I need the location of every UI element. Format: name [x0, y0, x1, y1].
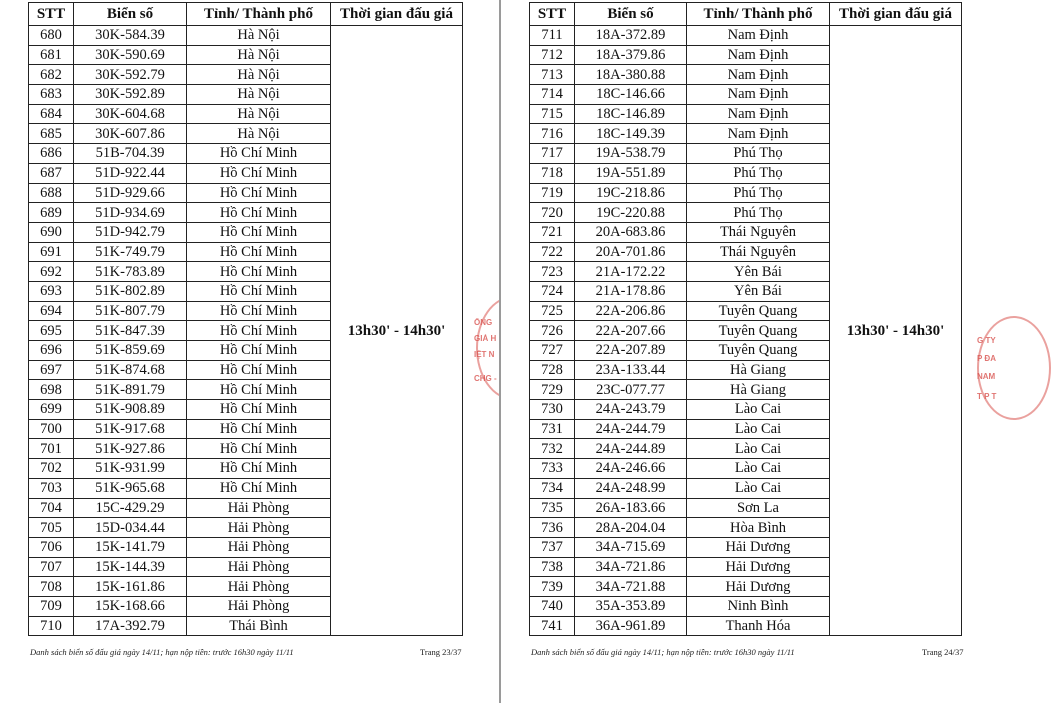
cell-province: Hồ Chí Minh — [187, 203, 331, 223]
cell-plate: 18A-379.86 — [575, 45, 687, 65]
cell-province: Hồ Chí Minh — [187, 400, 331, 420]
cell-stt: 721 — [530, 222, 575, 242]
cell-province: Hồ Chí Minh — [187, 144, 331, 164]
cell-stt: 716 — [530, 124, 575, 144]
cell-plate: 21A-178.86 — [575, 281, 687, 301]
cell-plate: 22A-207.89 — [575, 341, 687, 361]
cell-stt: 712 — [530, 45, 575, 65]
cell-stt: 683 — [29, 85, 74, 105]
cell-province: Thái Bình — [187, 616, 331, 636]
cell-plate: 30K-590.69 — [74, 45, 187, 65]
cell-province: Hồ Chí Minh — [187, 380, 331, 400]
cell-province: Hồ Chí Minh — [187, 262, 331, 282]
cell-plate: 51D-922.44 — [74, 163, 187, 183]
cell-stt: 722 — [530, 242, 575, 262]
cell-stt: 695 — [29, 321, 74, 341]
cell-stt: 686 — [29, 144, 74, 164]
cell-stt: 700 — [29, 419, 74, 439]
cell-province: Hồ Chí Minh — [187, 360, 331, 380]
cell-stt: 739 — [530, 577, 575, 597]
cell-province: Hà Nội — [187, 45, 331, 65]
cell-plate: 51K-931.99 — [74, 459, 187, 479]
cell-province: Hồ Chí Minh — [187, 222, 331, 242]
cell-stt: 715 — [530, 104, 575, 124]
cell-plate: 20A-683.86 — [575, 222, 687, 242]
cell-plate: 19A-538.79 — [575, 144, 687, 164]
cell-province: Phú Thọ — [687, 183, 830, 203]
cell-stt: 726 — [530, 321, 575, 341]
cell-stt: 718 — [530, 163, 575, 183]
cell-stt: 737 — [530, 537, 575, 557]
cell-province: Hà Nội — [187, 124, 331, 144]
cell-province: Phú Thọ — [687, 203, 830, 223]
cell-stt: 706 — [29, 537, 74, 557]
cell-province: Phú Thọ — [687, 144, 830, 164]
cell-stt: 719 — [530, 183, 575, 203]
official-seal-stamp: G TY P ĐA NAM T P T — [975, 316, 995, 426]
cell-plate: 18C-146.89 — [575, 104, 687, 124]
cell-auction-time: 13h30' - 14h30' — [331, 26, 463, 636]
cell-province: Hồ Chí Minh — [187, 281, 331, 301]
auction-table-right — [529, 2, 962, 636]
cell-plate: 30K-607.86 — [74, 124, 187, 144]
table-row — [530, 26, 962, 46]
cell-stt: 694 — [29, 301, 74, 321]
cell-province: Hồ Chí Minh — [187, 439, 331, 459]
cell-province: Lào Cai — [687, 439, 830, 459]
cell-plate: 22A-207.66 — [575, 321, 687, 341]
cell-plate: 15K-144.39 — [74, 557, 187, 577]
official-seal-stamp: ỔNG GIÁ H IỆT N CHG - — [474, 296, 494, 406]
cell-stt: 711 — [530, 26, 575, 46]
cell-province: Hồ Chí Minh — [187, 242, 331, 262]
footer-note: Danh sách biển số đấu giá ngày 14/11; hạn nộp tiền: trước 16h30 ngày 11/11 — [30, 647, 294, 657]
cell-stt: 728 — [530, 360, 575, 380]
cell-province: Lào Cai — [687, 459, 830, 479]
cell-province: Nam Định — [687, 26, 830, 46]
table-header-row — [29, 3, 463, 26]
cell-plate: 17A-392.79 — [74, 616, 187, 636]
cell-province: Hải Dương — [687, 577, 830, 597]
cell-plate: 30K-592.79 — [74, 65, 187, 85]
cell-province: Nam Định — [687, 45, 830, 65]
cell-province: Hải Phòng — [187, 596, 331, 616]
cell-province: Hải Phòng — [187, 557, 331, 577]
cell-plate: 51K-859.69 — [74, 341, 187, 361]
cell-stt: 687 — [29, 163, 74, 183]
cell-province: Hồ Chí Minh — [187, 478, 331, 498]
cell-stt: 709 — [29, 596, 74, 616]
cell-stt: 680 — [29, 26, 74, 46]
cell-plate: 19C-220.88 — [575, 203, 687, 223]
cell-plate: 24A-244.79 — [575, 419, 687, 439]
cell-plate: 23A-133.44 — [575, 360, 687, 380]
cell-province: Hồ Chí Minh — [187, 321, 331, 341]
cell-plate: 24A-243.79 — [575, 400, 687, 420]
header-plate: Biển số — [74, 3, 187, 26]
cell-plate: 19A-551.89 — [575, 163, 687, 183]
header-time: Thời gian đấu giá — [830, 3, 962, 26]
cell-stt: 688 — [29, 183, 74, 203]
cell-province: Hòa Bình — [687, 518, 830, 538]
cell-plate: 24A-248.99 — [575, 478, 687, 498]
cell-plate: 15K-161.86 — [74, 577, 187, 597]
cell-plate: 30K-592.89 — [74, 85, 187, 105]
cell-stt: 708 — [29, 577, 74, 597]
header-stt: STT — [530, 3, 575, 26]
document-page-left — [0, 0, 500, 703]
cell-plate: 22A-206.86 — [575, 301, 687, 321]
cell-stt: 727 — [530, 341, 575, 361]
cell-plate: 19C-218.86 — [575, 183, 687, 203]
cell-stt: 699 — [29, 400, 74, 420]
cell-stt: 714 — [530, 85, 575, 105]
cell-province: Nam Định — [687, 124, 830, 144]
cell-stt: 730 — [530, 400, 575, 420]
cell-stt: 685 — [29, 124, 74, 144]
cell-plate: 51K-927.86 — [74, 439, 187, 459]
footer-note: Danh sách biển số đấu giá ngày 14/11; hạn nộp tiền: trước 16h30 ngày 11/11 — [531, 647, 795, 657]
cell-stt: 734 — [530, 478, 575, 498]
cell-stt: 736 — [530, 518, 575, 538]
cell-plate: 15K-141.79 — [74, 537, 187, 557]
cell-province: Hải Phòng — [187, 537, 331, 557]
cell-province: Thái Nguyên — [687, 242, 830, 262]
cell-plate: 51K-874.68 — [74, 360, 187, 380]
cell-plate: 23C-077.77 — [575, 380, 687, 400]
cell-stt: 698 — [29, 380, 74, 400]
cell-plate: 51K-807.79 — [74, 301, 187, 321]
cell-province: Thái Nguyên — [687, 222, 830, 242]
header-stt: STT — [29, 3, 74, 26]
table-body-right — [530, 26, 962, 636]
cell-plate: 51K-965.68 — [74, 478, 187, 498]
table-header-row — [530, 3, 962, 26]
cell-stt: 707 — [29, 557, 74, 577]
cell-stt: 703 — [29, 478, 74, 498]
cell-province: Hồ Chí Minh — [187, 301, 331, 321]
cell-province: Hà Giang — [687, 360, 830, 380]
cell-plate: 15C-429.29 — [74, 498, 187, 518]
cell-province: Hà Giang — [687, 380, 830, 400]
cell-province: Nam Định — [687, 65, 830, 85]
cell-plate: 15D-034.44 — [74, 518, 187, 538]
cell-plate: 30K-604.68 — [74, 104, 187, 124]
cell-province: Hồ Chí Minh — [187, 341, 331, 361]
table-row — [29, 26, 463, 46]
cell-plate: 24A-244.89 — [575, 439, 687, 459]
cell-plate: 35A-353.89 — [575, 596, 687, 616]
cell-stt: 689 — [29, 203, 74, 223]
cell-stt: 713 — [530, 65, 575, 85]
cell-stt: 702 — [29, 459, 74, 479]
cell-province: Hải Phòng — [187, 518, 331, 538]
cell-province: Thanh Hóa — [687, 616, 830, 636]
cell-plate: 18C-149.39 — [575, 124, 687, 144]
cell-province: Hồ Chí Minh — [187, 163, 331, 183]
cell-stt: 681 — [29, 45, 74, 65]
header-plate: Biển số — [575, 3, 687, 26]
cell-plate: 51K-917.68 — [74, 419, 187, 439]
cell-stt: 691 — [29, 242, 74, 262]
cell-plate: 51D-934.69 — [74, 203, 187, 223]
cell-province: Hà Nội — [187, 65, 331, 85]
cell-stt: 725 — [530, 301, 575, 321]
cell-province: Hà Nội — [187, 104, 331, 124]
header-province: Tỉnh/ Thành phố — [687, 3, 830, 26]
cell-plate: 51K-847.39 — [74, 321, 187, 341]
cell-plate: 20A-701.86 — [575, 242, 687, 262]
cell-stt: 696 — [29, 341, 74, 361]
cell-plate: 51D-942.79 — [74, 222, 187, 242]
cell-province: Yên Bái — [687, 281, 830, 301]
cell-province: Hồ Chí Minh — [187, 183, 331, 203]
page-number: Trang 23/37 — [420, 647, 462, 657]
cell-plate: 18A-372.89 — [575, 26, 687, 46]
cell-plate: 36A-961.89 — [575, 616, 687, 636]
cell-province: Ninh Bình — [687, 596, 830, 616]
cell-stt: 710 — [29, 616, 74, 636]
cell-plate: 24A-246.66 — [575, 459, 687, 479]
cell-stt: 692 — [29, 262, 74, 282]
cell-plate: 51K-908.89 — [74, 400, 187, 420]
cell-auction-time: 13h30' - 14h30' — [830, 26, 962, 636]
cell-stt: 684 — [29, 104, 74, 124]
cell-province: Lào Cai — [687, 419, 830, 439]
cell-province: Hải Phòng — [187, 577, 331, 597]
cell-stt: 717 — [530, 144, 575, 164]
cell-province: Lào Cai — [687, 478, 830, 498]
cell-stt: 735 — [530, 498, 575, 518]
cell-province: Nam Định — [687, 85, 830, 105]
cell-stt: 724 — [530, 281, 575, 301]
cell-province: Hồ Chí Minh — [187, 459, 331, 479]
auction-table-left — [28, 2, 463, 636]
cell-stt: 733 — [530, 459, 575, 479]
cell-province: Tuyên Quang — [687, 301, 830, 321]
cell-stt: 729 — [530, 380, 575, 400]
cell-plate: 34A-721.86 — [575, 557, 687, 577]
cell-province: Hà Nội — [187, 26, 331, 46]
cell-province: Tuyên Quang — [687, 341, 830, 361]
cell-plate: 51K-891.79 — [74, 380, 187, 400]
cell-province: Hồ Chí Minh — [187, 419, 331, 439]
cell-plate: 30K-584.39 — [74, 26, 187, 46]
cell-plate: 51K-802.89 — [74, 281, 187, 301]
cell-plate: 18C-146.66 — [575, 85, 687, 105]
cell-plate: 18A-380.88 — [575, 65, 687, 85]
cell-province: Tuyên Quang — [687, 321, 830, 341]
cell-province: Phú Thọ — [687, 163, 830, 183]
cell-province: Lào Cai — [687, 400, 830, 420]
cell-stt: 723 — [530, 262, 575, 282]
header-province: Tỉnh/ Thành phố — [187, 3, 331, 26]
cell-stt: 738 — [530, 557, 575, 577]
cell-plate: 51K-783.89 — [74, 262, 187, 282]
cell-stt: 732 — [530, 439, 575, 459]
page-number: Trang 24/37 — [922, 647, 964, 657]
cell-plate: 51K-749.79 — [74, 242, 187, 262]
cell-plate: 34A-721.88 — [575, 577, 687, 597]
cell-plate: 15K-168.66 — [74, 596, 187, 616]
cell-stt: 690 — [29, 222, 74, 242]
cell-stt: 705 — [29, 518, 74, 538]
cell-stt: 701 — [29, 439, 74, 459]
cell-province: Hải Phòng — [187, 498, 331, 518]
cell-province: Hải Dương — [687, 557, 830, 577]
cell-plate: 34A-715.69 — [575, 537, 687, 557]
header-time: Thời gian đấu giá — [331, 3, 463, 26]
cell-stt: 731 — [530, 419, 575, 439]
cell-province: Nam Định — [687, 104, 830, 124]
cell-stt: 693 — [29, 281, 74, 301]
cell-province: Hà Nội — [187, 85, 331, 105]
cell-stt: 740 — [530, 596, 575, 616]
cell-province: Sơn La — [687, 498, 830, 518]
cell-plate: 21A-172.22 — [575, 262, 687, 282]
cell-province: Hải Dương — [687, 537, 830, 557]
cell-plate: 28A-204.04 — [575, 518, 687, 538]
cell-stt: 682 — [29, 65, 74, 85]
cell-plate: 51B-704.39 — [74, 144, 187, 164]
cell-stt: 741 — [530, 616, 575, 636]
cell-plate: 51D-929.66 — [74, 183, 187, 203]
cell-stt: 720 — [530, 203, 575, 223]
cell-stt: 704 — [29, 498, 74, 518]
table-body-left — [29, 26, 463, 636]
cell-stt: 697 — [29, 360, 74, 380]
cell-plate: 26A-183.66 — [575, 498, 687, 518]
cell-province: Yên Bái — [687, 262, 830, 282]
